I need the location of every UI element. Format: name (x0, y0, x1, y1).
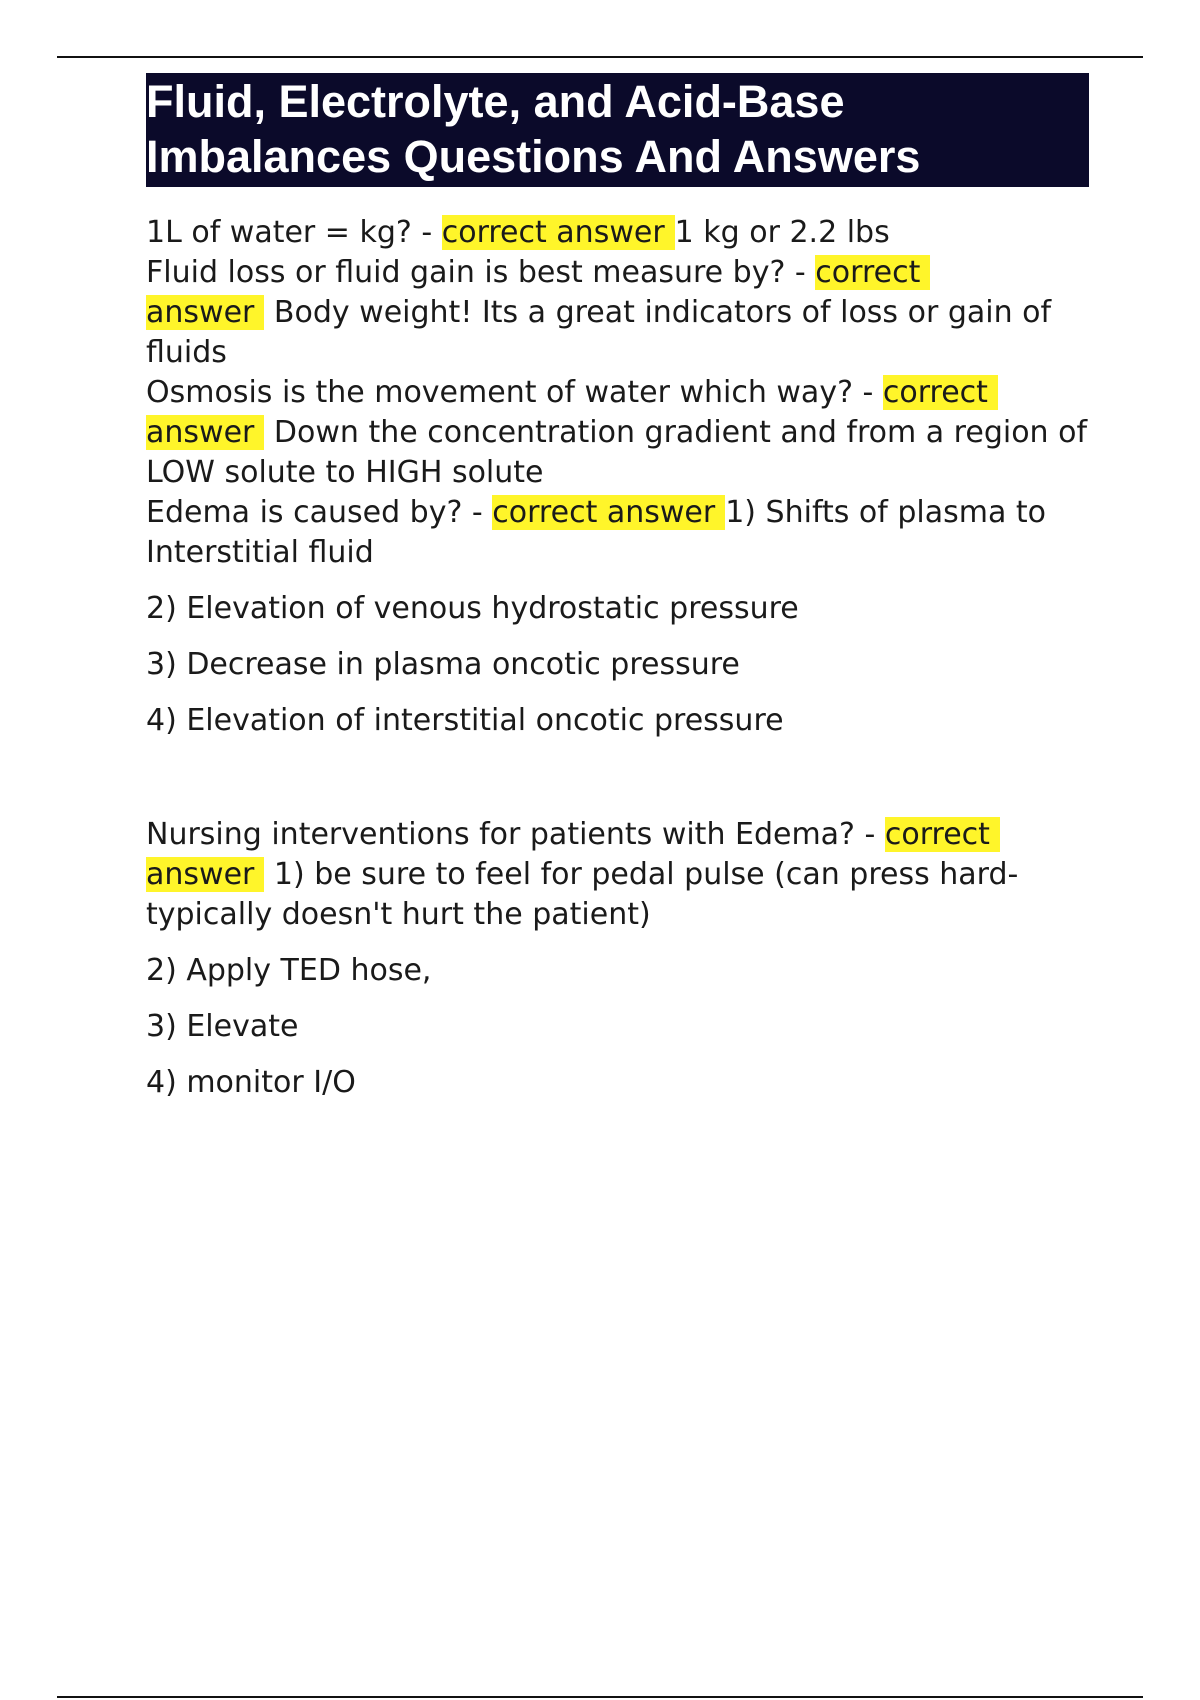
list-item: 3) Elevate (146, 1009, 299, 1044)
answer-marker-part2: answer (146, 857, 264, 892)
top-rule (57, 56, 1143, 58)
list-item: 2) Elevation of venous hydrostatic pressure (146, 591, 799, 626)
qa-item-2 (146, 253, 1089, 373)
title-line-1: Fluid, Electrolyte, and Acid-Base (146, 76, 845, 127)
answer-marker-part1: correct (883, 375, 998, 410)
answer-marker: correct answer (442, 215, 675, 250)
question-text: Fluid loss or fluid gain is best measure by? - (146, 255, 816, 290)
qa-item-1 (146, 213, 1089, 253)
qa-item-3 (146, 373, 1089, 493)
document-title (146, 73, 1089, 187)
answer-marker-part1: correct (885, 817, 1000, 852)
list-item: 3) Decrease in plasma oncotic pressure (146, 647, 740, 682)
list-item: 4) monitor I/O (146, 1065, 356, 1100)
answer-text: 1) be sure to feel for pedal pulse (can press hard- typically doesn't hurt the patient) (146, 857, 1019, 932)
qa-item-4 (146, 493, 1089, 573)
list-item: 2) Apply TED hose, (146, 953, 432, 988)
question-text: Edema is caused by? - (146, 495, 493, 530)
answer-text: Down the concentration gradient and from a region of LOW solute to HIGH solute (146, 415, 1088, 490)
answer-marker-part2: answer (146, 295, 264, 330)
answer-marker-part2: answer (146, 415, 264, 450)
question-text: Osmosis is the movement of water which way? - (146, 375, 883, 410)
answer-marker-part1: correct (815, 255, 930, 290)
qa-item-5 (146, 815, 1089, 935)
answer-marker: correct answer (492, 495, 725, 530)
bottom-rule (57, 1696, 1143, 1698)
question-text: 1L of water = kg? - (146, 215, 442, 250)
answer-text: 1 kg or 2.2 lbs (674, 215, 890, 250)
title-line-2: Imbalances Questions And Answers (146, 131, 921, 182)
document-body (146, 73, 1089, 1103)
answer-text: Body weight! Its a great indicators of loss or gain of fluids (146, 295, 1052, 370)
list-item: 4) Elevation of interstitial oncotic pressure (146, 703, 784, 738)
answer-text: 1) Shifts of plasma to Interstitial fluid (146, 495, 1047, 570)
question-text: Nursing interventions for patients with Edema? - (146, 817, 885, 852)
